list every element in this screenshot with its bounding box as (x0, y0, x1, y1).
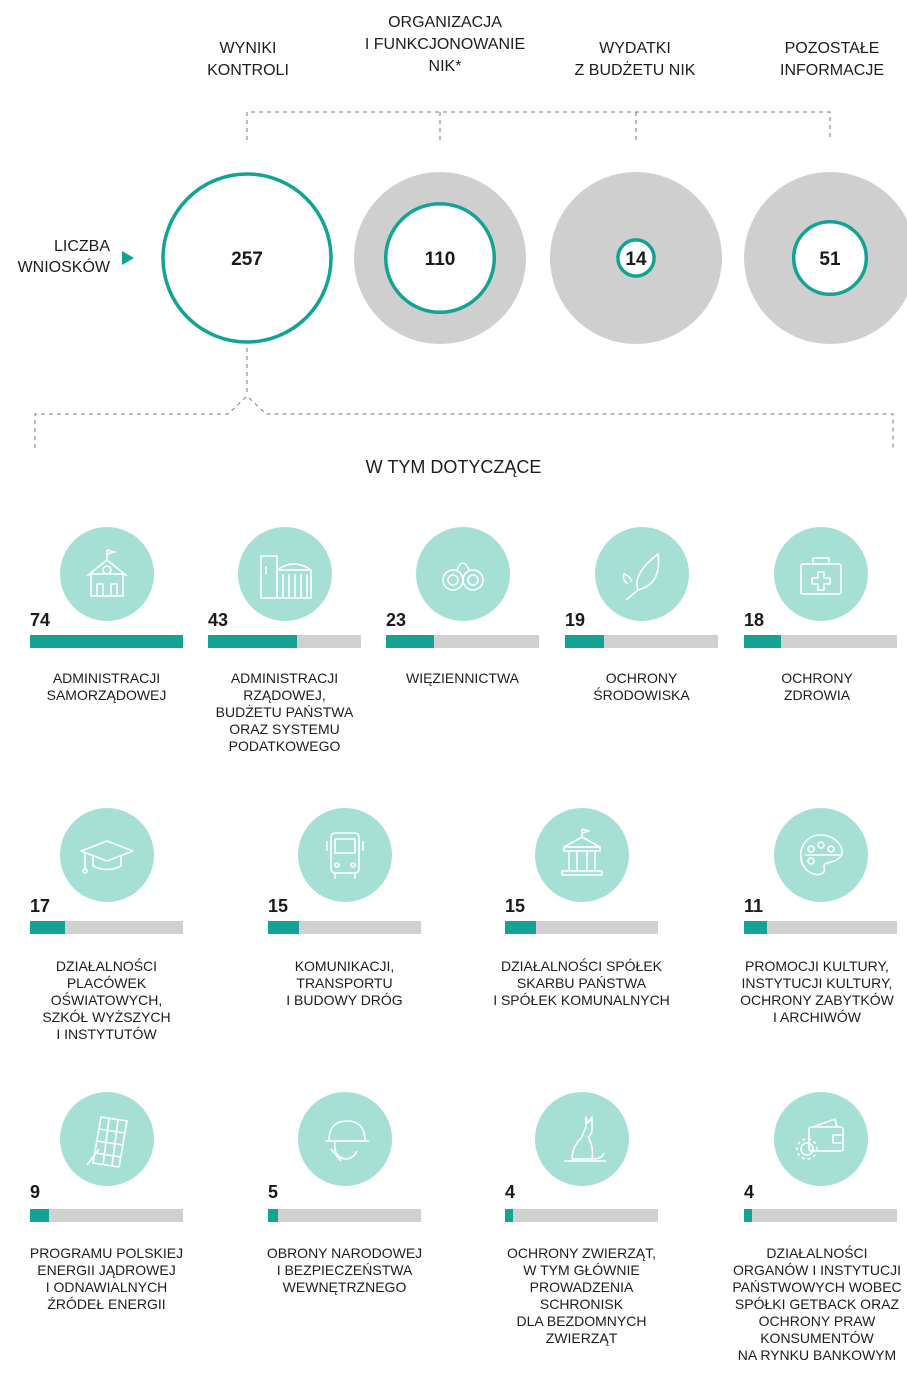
summary-bubbles (0, 0, 907, 480)
category-bar-track (744, 1209, 897, 1222)
category-icon-circle (238, 527, 332, 621)
header-wydatki: WYDATKI Z BUDŻETU NIK (574, 40, 696, 79)
category-label: WIĘZIENNICTWA (405, 670, 520, 686)
category-label: OCHRONY ŚRODOWISKA (593, 670, 690, 703)
category-bar (30, 1209, 49, 1222)
category-bar (268, 921, 299, 934)
bubble-value-label: 257 (231, 249, 263, 270)
category-value: 15 (268, 896, 289, 916)
government-building-icon (255, 544, 315, 604)
category-label: DZIAŁALNOŚCI SPÓŁEK SKARBU PAŃSTWA I SPÓŁEK KOMUNALNYCH (493, 958, 670, 1008)
category-value: 18 (744, 610, 765, 630)
category-bar-track (744, 921, 897, 934)
category-bar (744, 635, 781, 648)
graduation-cap-icon (77, 825, 137, 885)
category-label: ADMINISTRACJI RZĄDOWEJ, BUDŻETU PAŃSTWA ORAZ SYSTEMU PODATKOWEGO (215, 670, 354, 754)
category-label: OCHRONY ZDROWIA (781, 670, 853, 703)
category-bar-track (386, 635, 539, 648)
category-value: 11 (744, 896, 764, 916)
category-bar (386, 635, 434, 648)
category-value: 19 (565, 610, 586, 630)
category-label: KOMUNIKACJI, TRANSPORTU I BUDOWY DRÓG (286, 958, 403, 1008)
category-bar (744, 1209, 752, 1222)
category-bar (30, 921, 65, 934)
category-icon-circle (774, 1092, 868, 1186)
category-label: PROGRAMU POLSKIEJ ENERGII JĄDROWEJ I ODNAWIALNYCH ŹRÓDEŁ ENERGII (29, 1245, 184, 1312)
category-icon-circle (298, 1092, 392, 1186)
bubble-value-label: 51 (819, 249, 841, 270)
category-value: 5 (268, 1182, 279, 1202)
section-title: W TYM DOTYCZĄCE (365, 457, 542, 477)
header-organizacja: ORGANIZACJA I FUNKCJONOWANIE NIK* (364, 14, 526, 75)
category-icon-circle (595, 527, 689, 621)
category-bar-track (208, 635, 361, 648)
leaf-icon (612, 544, 672, 604)
first-aid-kit-icon (791, 544, 851, 604)
category-value: 23 (386, 610, 407, 630)
cat-icon (552, 1109, 612, 1169)
category-icon-circle (60, 527, 154, 621)
bubble-value-label: 110 (424, 249, 456, 270)
category-bar (505, 921, 536, 934)
solar-panel-icon (77, 1109, 137, 1169)
category-bar-track (268, 921, 421, 934)
soldier-helmet-icon (315, 1109, 375, 1169)
bank-icon (552, 825, 612, 885)
category-bar-track (30, 1209, 183, 1222)
bus-icon (315, 825, 375, 885)
header-pozostale: POZOSTAŁE INFORMACJE (780, 40, 884, 79)
category-icon-circle (535, 808, 629, 902)
category-label: DZIAŁALNOŚCI ORGANÓW I INSTYTUCJI PAŃSTWOWYCH WOBEC SPÓŁKI GETBACK ORAZ OCHRONY PRAW KONSUMENTÓW NA RYNKU BANKOWYM (732, 1245, 902, 1363)
top-connector (247, 112, 830, 140)
category-value: 17 (30, 896, 51, 916)
category-label: ADMINISTRACJI SAMORZĄDOWEJ (46, 670, 167, 703)
category-bar (30, 635, 183, 648)
category-label: OCHRONY ZWIERZĄT, W TYM GŁÓWNIE PROWADZENIA SCHRONISK DLA BEZDOMNYCH ZWIERZĄT (506, 1245, 657, 1346)
bubble-value-label: 14 (625, 249, 647, 270)
palette-icon (791, 825, 851, 885)
category-bar-track (505, 1209, 658, 1222)
category-label: OBRONY NARODOWEJ I BEZPIECZEŃSTWA WEWNĘTRZNEGO (266, 1245, 423, 1295)
category-bar-track (268, 1209, 421, 1222)
category-label: PROMOCJI KULTURY, INSTYTUCJI KULTURY, OCHRONY ZABYTKÓW I ARCHIWÓW (740, 958, 894, 1025)
category-bar (208, 635, 297, 648)
wallet-gear-icon (791, 1109, 851, 1169)
category-icon-circle (60, 808, 154, 902)
category-icon-circle (416, 527, 510, 621)
category-bar-track (744, 635, 897, 648)
category-value: 4 (505, 1182, 516, 1202)
school-building-icon (77, 544, 137, 604)
category-label: DZIAŁALNOŚCI PLACÓWEK OŚWIATOWYCH, SZKÓŁ WYŻSZYCH I INSTYTUTÓW (42, 958, 171, 1042)
category-value: 4 (744, 1182, 755, 1202)
category-bar-track (30, 921, 183, 934)
category-bar-track (565, 635, 718, 648)
category-icon-circle (535, 1092, 629, 1186)
category-value: 15 (505, 896, 526, 916)
side-label-liczba-wnioskow: LICZBA WNIOSKÓW (17, 238, 110, 276)
bottom-connector (35, 348, 893, 448)
category-bar-track (30, 635, 183, 648)
category-bar-track (505, 921, 658, 934)
category-bar (268, 1209, 278, 1222)
handcuffs-icon (433, 544, 493, 604)
arrow-right-icon (122, 251, 134, 265)
category-value: 9 (30, 1182, 41, 1202)
category-icon-circle (298, 808, 392, 902)
category-bar (505, 1209, 513, 1222)
category-icon-circle (774, 808, 868, 902)
category-value: 74 (30, 610, 51, 630)
category-icon-circle (60, 1092, 154, 1186)
header-wyniki-kontroli: WYNIKI KONTROLI (207, 40, 289, 79)
category-bar (744, 921, 767, 934)
category-bar (565, 635, 604, 648)
category-icon-circle (774, 527, 868, 621)
category-value: 43 (208, 610, 229, 630)
